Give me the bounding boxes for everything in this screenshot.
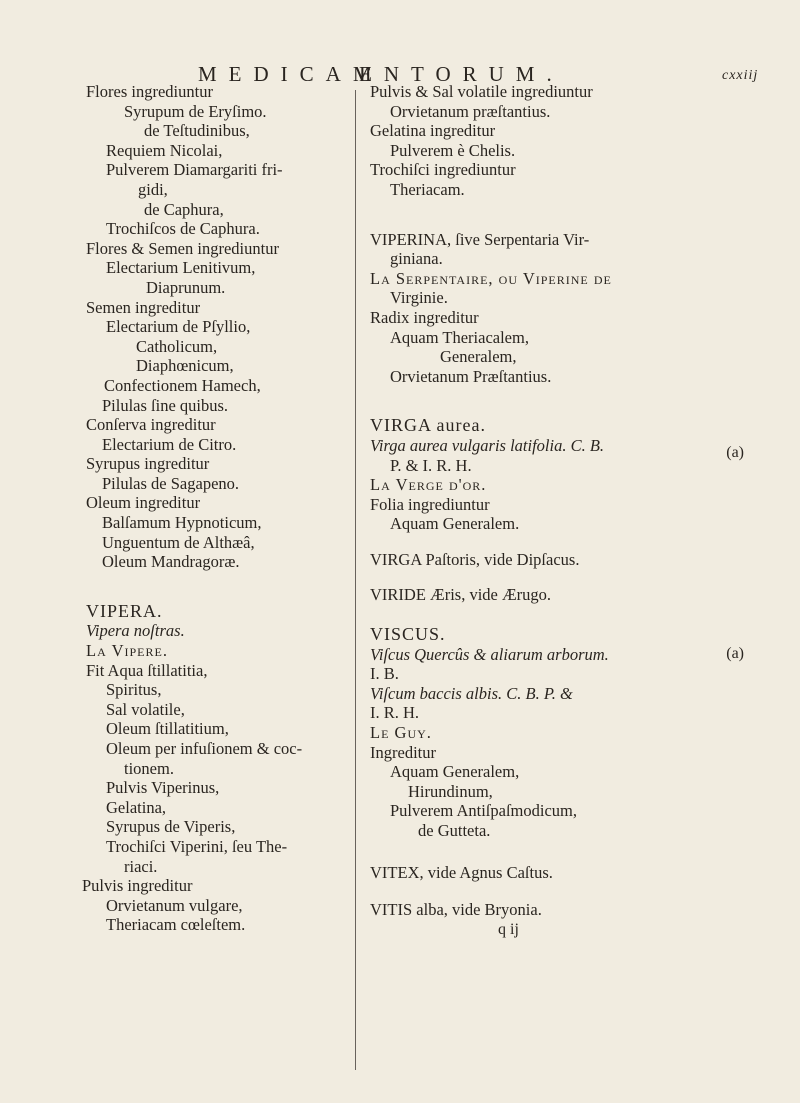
text-line: Trochiſci Viperini, ſeu The- xyxy=(106,836,288,856)
text-line: Oleum ſtillatitium, xyxy=(106,719,229,739)
text-line: Diaphœnicum, xyxy=(136,356,234,376)
text-line: Theriacam. xyxy=(390,179,465,199)
text-line: Orvietanum Præſtantius. xyxy=(390,366,552,386)
entry-heading-viscus: VISCUS. xyxy=(370,624,446,645)
text-line: Semen ingreditur xyxy=(86,297,201,317)
text-line: Hirundinum, xyxy=(408,781,493,801)
text-line: Generalem, xyxy=(440,347,517,367)
text-line: de Teſtudinibus, xyxy=(144,121,250,141)
text-line: Pulvis & Sal volatile ingrediuntur xyxy=(370,82,593,101)
text-line: Flores & Semen ingrediuntur xyxy=(86,238,279,258)
latin-name: Vipera noſtras. xyxy=(86,621,185,641)
french-name: La Serpentaire, ou Viperine de xyxy=(370,268,612,288)
text-line: Pulverem Diamargariti fri- xyxy=(106,160,283,180)
left-column xyxy=(82,82,348,935)
text-line: Pulverem è Chelis. xyxy=(390,140,516,160)
text-line: Orvietanum præſtantius. xyxy=(390,101,551,121)
text-line: Oleum per infuſionem & coc- xyxy=(106,739,303,758)
cross-reference: VITIS alba, vide Bryonia. xyxy=(370,900,542,920)
text-line: Pulvis Viperinus, xyxy=(106,778,220,798)
french-name: Le Guy. xyxy=(370,723,432,743)
text-line: de Gutteta. xyxy=(418,821,491,840)
text-line: Gelatina ingreditur xyxy=(370,121,496,141)
latin-name-cont: I. B. xyxy=(370,664,399,684)
text-line: Radix ingreditur xyxy=(370,307,479,327)
french-name: La Vipere. xyxy=(86,641,168,661)
text-line: tionem. xyxy=(124,758,174,778)
cross-reference: VIRGA Paſtoris, vide Dipſacus. xyxy=(370,549,580,569)
cross-reference: VIRIDE Æris, vide Ærugo. xyxy=(370,585,552,605)
text-line: Theriacam cœleſtem. xyxy=(106,915,246,935)
text-line: Syrupus ingreditur xyxy=(86,454,210,474)
text-line: Pulverem Antiſpaſmodicum, xyxy=(390,801,577,821)
text-line: Requiem Nicolai, xyxy=(106,140,223,160)
text-line: Catholicum, xyxy=(136,336,218,356)
text-line: Syrupus de Viperis, xyxy=(106,817,236,837)
text-line: Pulvis ingreditur xyxy=(82,876,193,896)
text-line: Folia ingrediuntur xyxy=(370,494,490,514)
entry-heading-virga: VIRGA aurea. xyxy=(370,415,486,436)
text-line: riaci. xyxy=(124,856,158,876)
text-line: de Caphura, xyxy=(144,199,224,219)
text-line: Aquam Theriacalem, xyxy=(390,327,529,347)
text-line: Pilulas ſine quibus. xyxy=(102,395,229,415)
text-line: Ingreditur xyxy=(370,742,436,762)
text-line: Aquam Generalem. xyxy=(390,514,520,534)
footnote-marker: (a) xyxy=(726,644,744,662)
latin-name: Viſcum baccis albis. C. B. P. & xyxy=(370,683,573,703)
text-line: Electarium de Pſyllio, xyxy=(106,317,251,337)
latin-name-cont: P. & I. R. H. xyxy=(390,455,472,475)
text-line: Conſerva ingreditur xyxy=(86,415,216,435)
text-line: Virginie. xyxy=(390,288,448,308)
text-line: Pilulas de Sagapeno. xyxy=(102,473,240,493)
text-line: Balſamum Hypnoticum, xyxy=(102,513,262,533)
text-line: Diaprunum. xyxy=(146,277,226,297)
signature-mark: q ij xyxy=(498,920,519,938)
text-line: Orvietanum vulgare, xyxy=(106,895,243,915)
text-line: Electarium de Citro. xyxy=(102,434,237,454)
text-line: Syrupum de Eryſimo. xyxy=(124,101,267,121)
text-line: Oleum Mandragoræ. xyxy=(102,552,240,572)
text-line: Fit Aqua ſtillatitia, xyxy=(86,660,208,680)
latin-name: Virga aurea vulgaris latifolia. C. B. xyxy=(370,435,605,455)
latin-name: Viſcus Quercûs & aliarum arborum. xyxy=(370,644,609,664)
running-head-left: MEDICAM xyxy=(198,62,384,86)
cross-reference: VITEX, vide Agnus Caſtus. xyxy=(370,862,553,882)
text-line: Spiritus, xyxy=(106,680,162,700)
latin-name-cont: I. R. H. xyxy=(370,703,420,723)
text-line: Aquam Generalem, xyxy=(390,762,520,782)
text-line: Sal volatile, xyxy=(106,699,185,719)
text-line: Gelatina, xyxy=(106,797,167,817)
text-line: Trochiſci ingrediuntur xyxy=(370,160,516,180)
running-head-right: ENTORUM. xyxy=(359,62,564,86)
text-line: giniana. xyxy=(390,249,443,269)
text-line: Trochiſcos de Caphura. xyxy=(106,219,260,239)
column-divider xyxy=(355,90,356,1070)
text-line: Flores ingrediuntur xyxy=(86,82,213,101)
page-number: cxxiij xyxy=(722,68,759,83)
entry-heading-viperina: VIPERINA, ſive Serpentaria Vir- xyxy=(370,229,590,249)
text-line: Confectionem Hamech, xyxy=(104,375,261,395)
right-column xyxy=(370,82,744,940)
text-line: Oleum ingreditur xyxy=(86,493,201,513)
text-line: Unguentum de Althæâ, xyxy=(102,532,255,552)
text-line: Electarium Lenitivum, xyxy=(106,258,256,278)
french-name: La Verge d'or. xyxy=(370,475,487,495)
footnote-marker: (a) xyxy=(726,443,744,461)
text-line: gidi, xyxy=(138,179,168,199)
entry-heading-vipera: VIPERA. xyxy=(86,600,163,621)
